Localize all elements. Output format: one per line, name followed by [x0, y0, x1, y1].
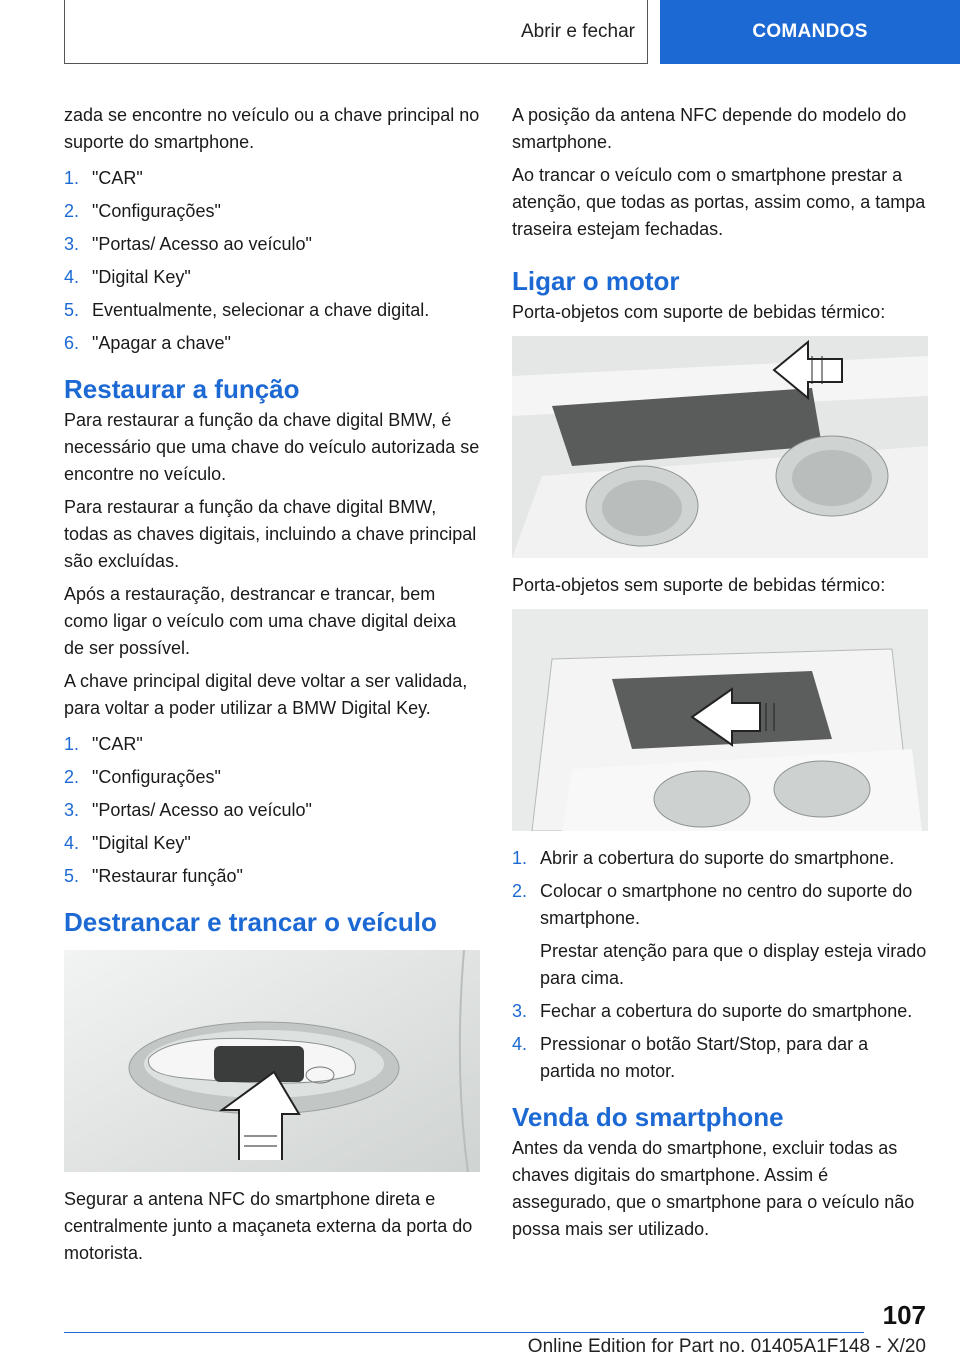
sale-heading: Venda do smartphone [512, 1102, 784, 1132]
engine-paragraph: Porta-objetos sem suporte de bebidas térmico: [512, 575, 886, 595]
list-item: 5. Eventualmente, selecionar a chave digital. [64, 300, 430, 320]
sale-paragraph: Antes da venda do smartphone, excluir todas as chaves digitais do smartphone. Assim é assegurado, que o smartphone para o veículo não possa mais ser utilizado. [512, 1138, 915, 1239]
list-item: 3. "Portas/ Acesso ao veículo" [64, 234, 312, 254]
edition-note: Online Edition for Part no. 01405A1F148 - X/20 [527, 1336, 926, 1357]
list-item: 4. "Digital Key" [64, 267, 191, 287]
intro-paragraph: zada se encontre no veículo ou a chave principal no suporte do smartphone. [64, 105, 480, 152]
list-item: 4. "Digital Key" [64, 833, 191, 853]
list-item: 2. Colocar o smartphone no centro do suporte do smartphone. Prestar atenção para que o display esteja virado para cima. [512, 878, 928, 992]
right-column [512, 102, 928, 1249]
start-engine-steps [512, 845, 928, 1085]
restore-paragraph: Para restaurar a função da chave digital BMW, é necessário que uma chave do veículo autorizada se encontre no veículo. [64, 410, 480, 484]
restore-paragraph: A chave principal digital deve voltar a ser validada, para voltar a poder utilizar a BMW Digital Key. [64, 671, 468, 718]
delete-key-steps [64, 165, 480, 357]
engine-heading: Ligar o motor [512, 266, 680, 296]
engine-paragraph: Porta-objetos com suporte de bebidas térmico: [512, 302, 886, 322]
list-item: 5. "Restaurar função" [64, 866, 243, 886]
restore-paragraph: Após a restauração, destrancar e trancar, bem como ligar o veículo com uma chave digital deixa de ser possível. [64, 584, 457, 658]
section-title: Abrir e fechar [520, 20, 635, 42]
restore-heading: Restaurar a função [64, 374, 300, 404]
restore-steps [64, 731, 480, 890]
list-item: 1. "CAR" [64, 168, 143, 188]
list-item: 1. "CAR" [64, 734, 143, 754]
thermal-cupholder-illustration [512, 336, 928, 558]
restore-paragraph: Para restaurar a função da chave digital BMW, todas as chaves digitais, incluindo a chave principal são excluídas. [64, 497, 477, 571]
list-item: 1. Abrir a cobertura do suporte do smartphone. [512, 848, 895, 868]
list-item: 6. "Apagar a chave" [64, 333, 231, 353]
chapter-tab: COMANDOS [660, 0, 960, 64]
lock-paragraph: Segurar a antena NFC do smartphone direta e centralmente junto a maçaneta externa da porta do motorista. [64, 1189, 473, 1263]
nfc-paragraph: Ao trancar o veículo com o smartphone prestar a atenção, que todas as portas, assim como, a tampa traseira estejam fechadas. [512, 165, 926, 239]
left-column [64, 102, 480, 1273]
list-item: 2. "Configurações" [64, 767, 221, 787]
page-number: 107 [882, 1300, 926, 1330]
list-item: 2. "Configurações" [64, 201, 221, 221]
standard-cupholder-illustration [512, 609, 928, 831]
lock-heading: Destrancar e trancar o veículo [64, 907, 437, 937]
footer-divider [64, 1332, 864, 1333]
list-item: 4. Pressionar o botão Start/Stop, para dar a partida no motor. [512, 1034, 869, 1081]
list-item: 3. Fechar a cobertura do suporte do smartphone. [512, 1001, 913, 1021]
step-note: Prestar atenção para que o display esteja virado para cima. [540, 941, 927, 988]
door-handle-illustration [64, 950, 480, 1172]
nfc-paragraph: A posição da antena NFC depende do modelo do smartphone. [512, 105, 907, 152]
list-item: 3. "Portas/ Acesso ao veículo" [64, 800, 312, 820]
